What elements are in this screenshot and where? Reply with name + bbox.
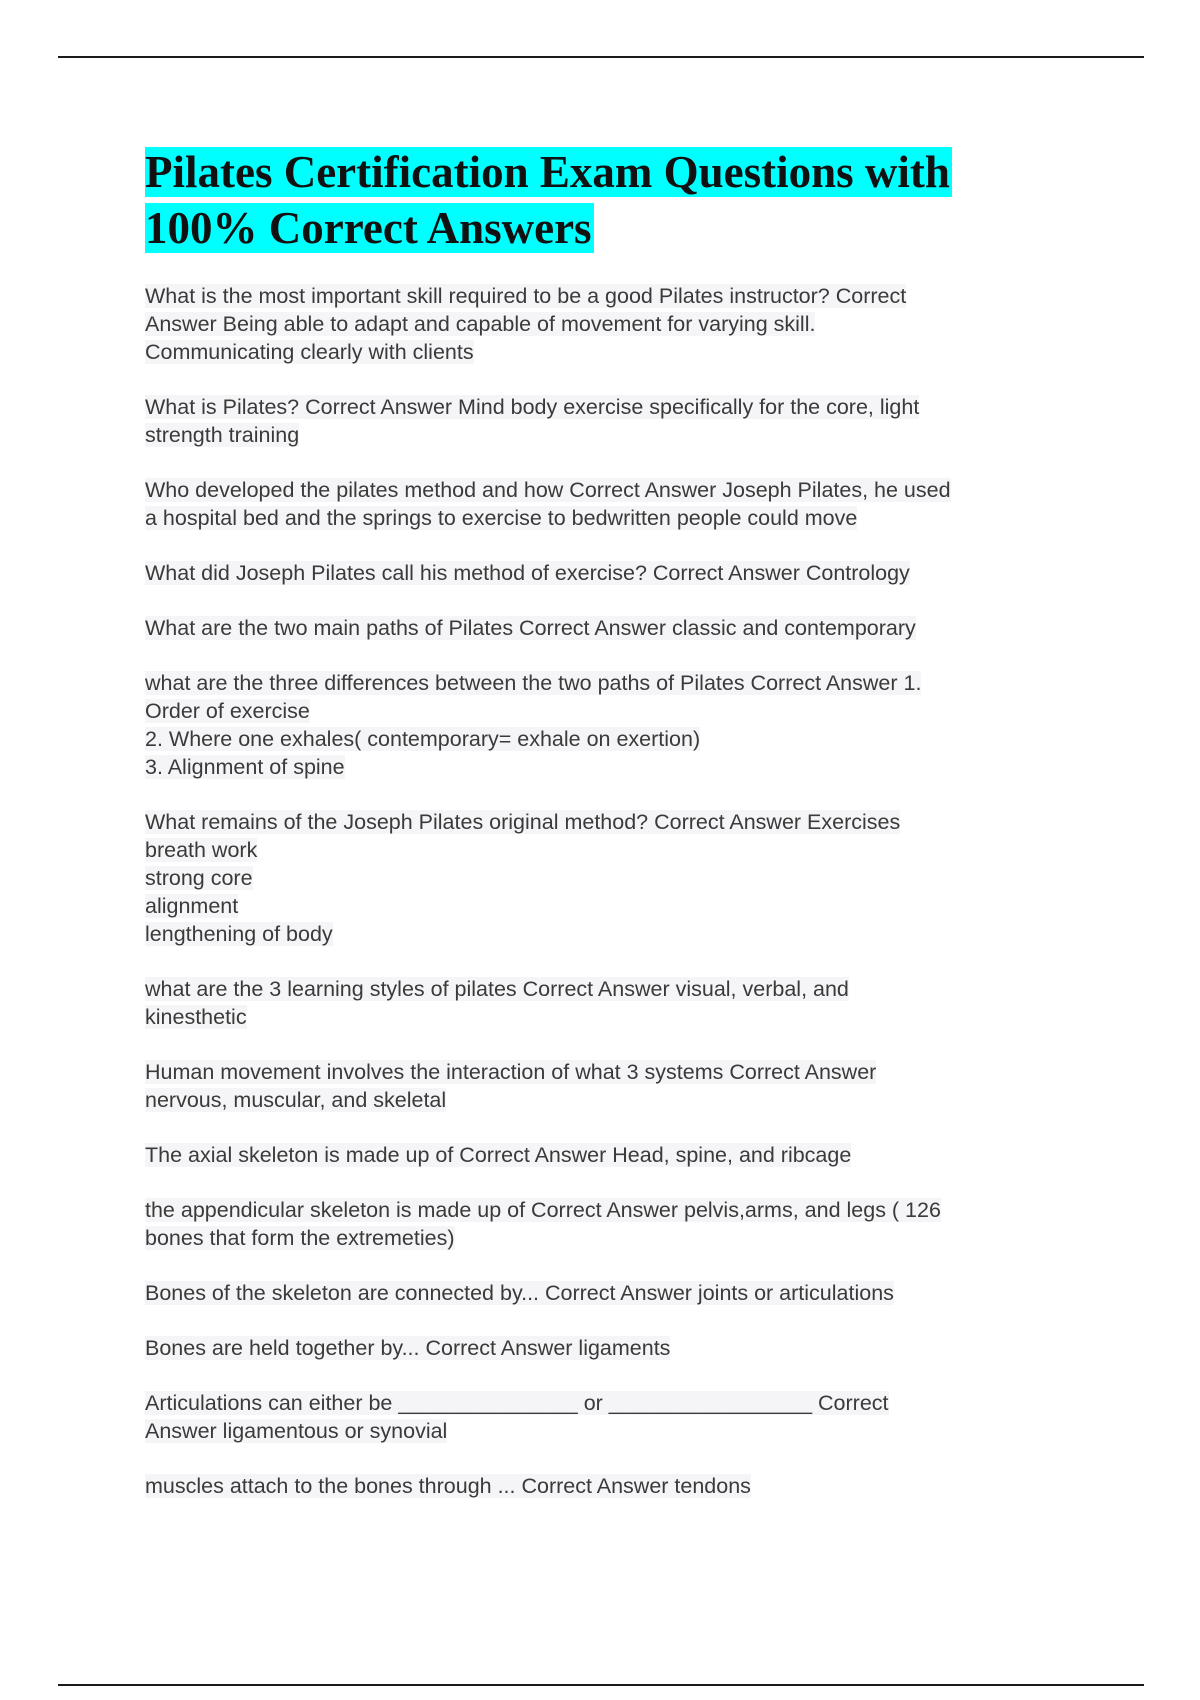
qa-line (145, 697, 1065, 725)
qa-line (145, 808, 1065, 836)
qa-line (145, 476, 1065, 504)
qa-line-text: 3. Alignment of spine (145, 755, 345, 779)
qa-line (145, 421, 1065, 449)
qa-line-text: What is Pilates? Correct Answer Mind body exercise specifically for the core, light (145, 395, 920, 419)
qa-list (145, 282, 1065, 1500)
qa-line (145, 1086, 1065, 1114)
qa-line (145, 282, 1065, 310)
qa-line (145, 892, 1065, 920)
qa-line-text: The axial skeleton is made up of Correct Answer Head, spine, and ribcage (145, 1143, 852, 1167)
qa-item (145, 559, 1065, 587)
document-title (145, 144, 1065, 256)
qa-line (145, 1279, 1065, 1307)
qa-line (145, 920, 1065, 948)
qa-item (145, 476, 1065, 532)
qa-line-text: Bones of the skeleton are connected by... Correct Answer joints or articulations (145, 1281, 894, 1305)
qa-item (145, 1196, 1065, 1252)
qa-line (145, 1417, 1065, 1445)
qa-line-text: strength training (145, 423, 300, 447)
qa-line (145, 1058, 1065, 1086)
qa-line-text: the appendicular skeleton is made up of Correct Answer pelvis,arms, and legs ( 126 (145, 1198, 941, 1222)
qa-line-text: lengthening of body (145, 922, 333, 946)
qa-line (145, 1224, 1065, 1252)
qa-item (145, 1334, 1065, 1362)
document-body (145, 144, 1065, 1527)
qa-line-text: Who developed the pilates method and how Correct Answer Joseph Pilates, he used (145, 478, 951, 502)
qa-item (145, 1389, 1065, 1445)
qa-line (145, 1334, 1065, 1362)
qa-line-text: What are the two main paths of Pilates Correct Answer classic and contemporary (145, 616, 916, 640)
qa-item (145, 393, 1065, 449)
qa-item (145, 1058, 1065, 1114)
qa-line-text: strong core (145, 866, 253, 890)
qa-line (145, 1003, 1065, 1031)
qa-line (145, 1141, 1065, 1169)
qa-line-text: Bones are held together by... Correct Answer ligaments (145, 1336, 671, 1360)
qa-line (145, 310, 1065, 338)
qa-item (145, 669, 1065, 781)
qa-line (145, 669, 1065, 697)
qa-line (145, 559, 1065, 587)
bottom-rule (58, 1684, 1144, 1686)
qa-line-text: Articulations can either be _______________ or _________________ Correct (145, 1391, 889, 1415)
qa-line (145, 1472, 1065, 1500)
qa-line (145, 338, 1065, 366)
qa-line (145, 393, 1065, 421)
qa-item (145, 1472, 1065, 1500)
title-line: Pilates Certification Exam Questions with (145, 147, 950, 197)
qa-line-text: bones that form the extremeties) (145, 1226, 455, 1250)
qa-line-text: Order of exercise (145, 699, 310, 723)
qa-line (145, 975, 1065, 1003)
qa-line (145, 504, 1065, 532)
qa-line-text: Human movement involves the interaction of what 3 systems Correct Answer (145, 1060, 877, 1084)
qa-line-text: What is the most important skill required to be a good Pilates instructor? Correct (145, 284, 907, 308)
qa-line (145, 614, 1065, 642)
qa-line-text: what are the 3 learning styles of pilates Correct Answer visual, verbal, and (145, 977, 849, 1001)
qa-item (145, 808, 1065, 948)
qa-line (145, 836, 1065, 864)
qa-line-text: 2. Where one exhales( contemporary= exhale on exertion) (145, 727, 701, 751)
qa-line-text: Communicating clearly with clients (145, 340, 474, 364)
title-line: 100% Correct Answers (145, 203, 592, 253)
qa-line-text: breath work (145, 838, 258, 862)
qa-line-text: kinesthetic (145, 1005, 247, 1029)
qa-item (145, 614, 1065, 642)
qa-line (145, 864, 1065, 892)
qa-line-text: Answer Being able to adapt and capable of movement for varying skill. (145, 312, 816, 336)
qa-item (145, 282, 1065, 366)
qa-line-text: nervous, muscular, and skeletal (145, 1088, 447, 1112)
qa-line-text: What remains of the Joseph Pilates original method? Correct Answer Exercises (145, 810, 901, 834)
qa-item (145, 1141, 1065, 1169)
qa-line-text: a hospital bed and the springs to exercise to bedwritten people could move (145, 506, 858, 530)
qa-line-text: What did Joseph Pilates call his method of exercise? Correct Answer Contrology (145, 561, 910, 585)
qa-line (145, 753, 1065, 781)
qa-line (145, 1196, 1065, 1224)
qa-item (145, 1279, 1065, 1307)
qa-line-text: alignment (145, 894, 239, 918)
qa-item (145, 975, 1065, 1031)
qa-line-text: Answer ligamentous or synovial (145, 1419, 448, 1443)
qa-line (145, 1389, 1065, 1417)
top-rule (58, 56, 1144, 58)
qa-line (145, 725, 1065, 753)
qa-line-text: muscles attach to the bones through ... Correct Answer tendons (145, 1474, 751, 1498)
qa-line-text: what are the three differences between the two paths of Pilates Correct Answer 1. (145, 671, 922, 695)
